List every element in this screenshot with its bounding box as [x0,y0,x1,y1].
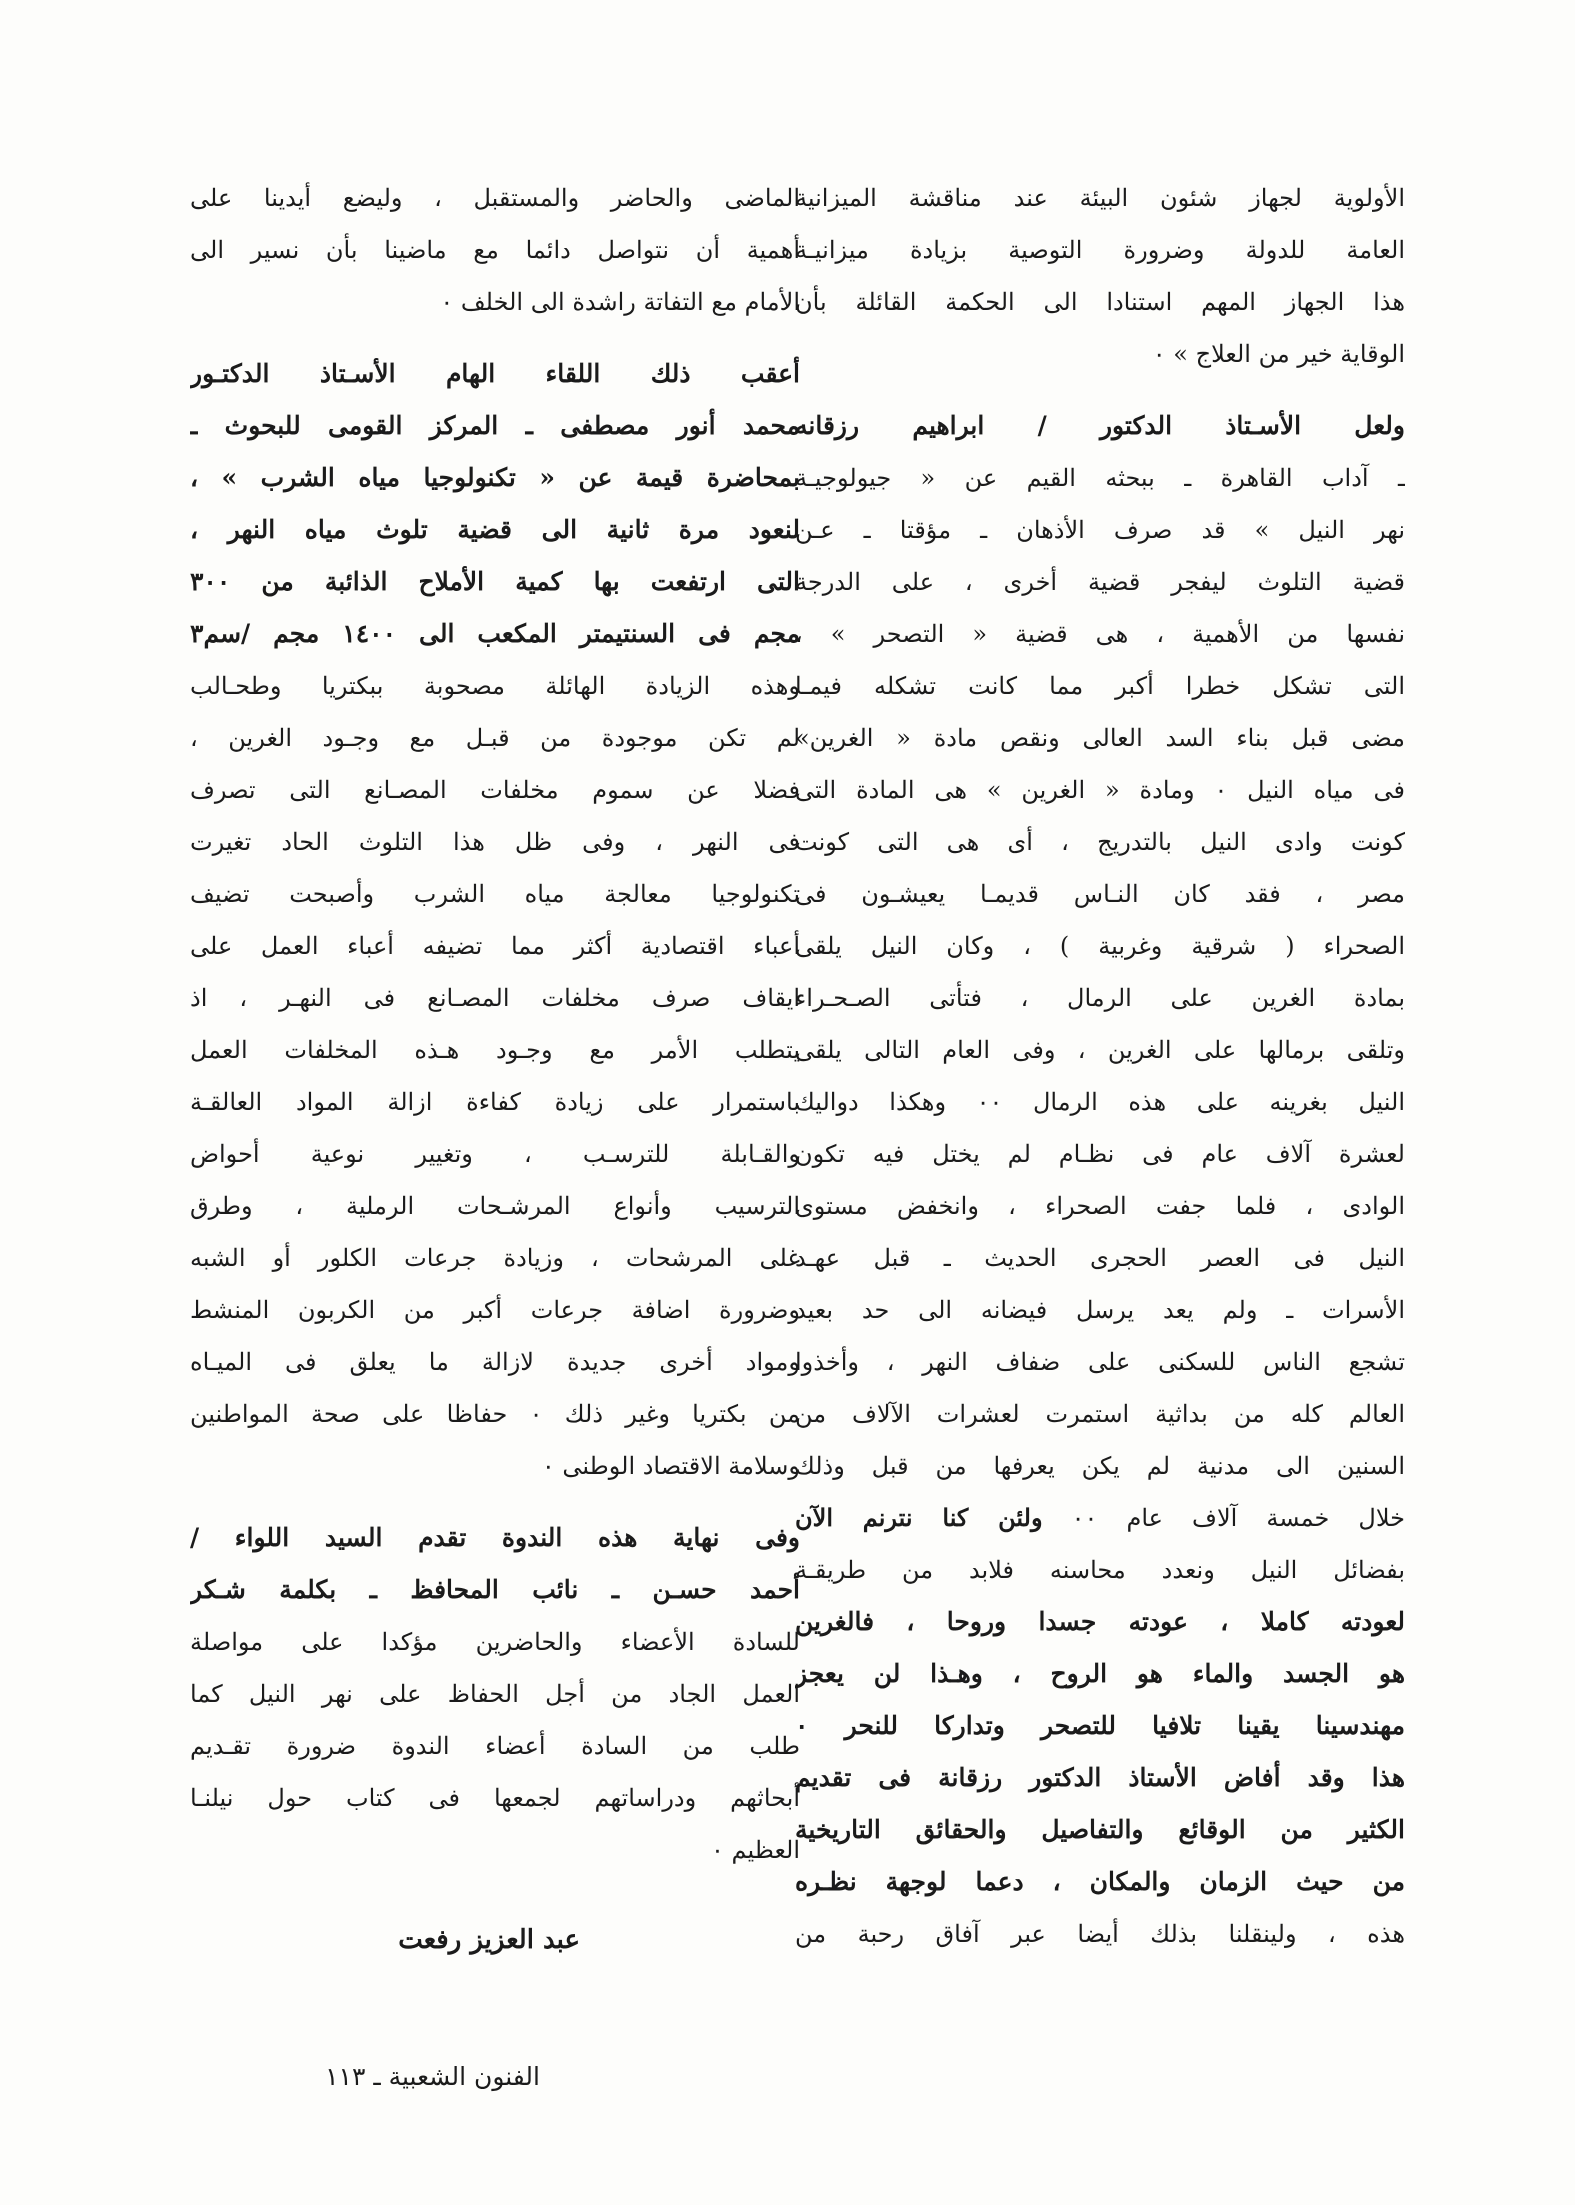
text-line: أبحاثهم ودراساتهم لجمعها فى كتاب حول نيلنـا [190,1784,800,1812]
right-column [795,172,1405,1960]
text-line: السنين الى مدنية لم يكن يعرفها من قبل وذلك [795,1452,1405,1480]
text-line: بمادة الغرين على الرمال ، فتأتى الصـحـراء [795,984,1405,1012]
text-line: هذا الجهاز المهم استنادا الى الحكمة القائلة بأن [795,288,1405,316]
text-line: والقـابلة للترسـب ، وتغيير نوعية أحواض [190,1140,800,1168]
text-line: وسلامة الاقتصاد الوطنى ٠ [541,1452,800,1480]
text-line: مصر ، فقد كان النـاس قديمـا يعيشـون فى [795,880,1405,908]
text-line-bold: من حيث الزمان والمكان ، دعما لوجهة نظـره [795,1867,1405,1896]
text-line: العامة للدولة وضرورة التوصية بزيادة ميزانيـة [795,236,1405,264]
paragraph-heading: ولعل الأسـتاذ الدكتور / ابراهيم رزقانه [795,411,1405,440]
author-signature: عبد العزيز رفعت [398,1925,580,1955]
text-line: مضى قبل بناء السد العالى ونقص مادة « الغرين» [795,724,1405,752]
text-line-bold: التى ارتفعت بها كمية الأملاح الذائبة من ٣٠٠ [190,567,800,596]
text-line: بفضائل النيل ونعدد محاسنه فلابد من طريقـة [795,1556,1405,1584]
text-line: الصحراء ( شرقية وغربية ) ، وكان النيل يلقى [795,932,1405,960]
text-line-bold: بمحاضرة قيمة عن « تكنولوجيا مياه الشرب » ، [190,463,800,492]
text-line-bold: مجم فى السنتيمتر المكعب الى ١٤٠٠ مجم /سم٣ [190,619,800,648]
text-line: فى مياه النيل ٠ ومادة « الغرين » هى المادة التى [795,776,1405,804]
text-line: قضية التلوث ليفجر قضية أخرى ، على الدرجة [795,568,1405,596]
text-line-bold: الكثير من الوقائع والتفاصيل والحقائق التاريخية [795,1815,1405,1844]
text-line: العالم كله من بداثية استمرت لعشرات الآلاف من [795,1400,1405,1428]
text-line: تكنولوجيا معالجة مياه الشرب وأصبحت تضيف [190,880,800,908]
text-line: العمل الجاد من أجل الحفاظ على نهر النيل كما [190,1680,800,1708]
text-line: ومواد أخرى جديدة لازالة ما يعلق فى الميـاه [190,1348,800,1376]
text-line: تشجع الناس للسكنى على ضفاف النهر ، وأخذوا [795,1348,1405,1376]
text-line: نفسها من الأهمية ، هى قضية « التصحر » ، [795,620,1405,648]
text-line-bold: مهندسينا يقينا تلافيا للتصحر وتداركا للنحر ٠ [795,1711,1405,1740]
left-column [190,172,800,1876]
text-line: باستمرار على زيادة كفاءة ازالة المواد العالقـة [190,1088,800,1116]
text-line: للسادة الأعضاء والحاضرين مؤكدا على مواصلة [190,1628,800,1656]
text-line: وضرورة اضافة جرعات أكبر من الكربون المنشط [190,1296,800,1324]
text-line: الأسرات ـ ولم يعد يرسل فيضانه الى حد بعيد [795,1296,1405,1324]
text-line: لم تكن موجودة من قبـل مع وجـود الغرين ، [190,724,800,752]
text-line-bold: هذا وقد أفاض الأستاذ الدكتور رزقانة فى تقديم [795,1763,1405,1792]
text-line-bold: وفى نهاية هذه الندوة تقدم السيد اللواء / [190,1523,800,1552]
text-segment-bold: ولئن كنا نترنم الآن [795,1503,1043,1532]
text-line: الترسيب وأنواع المرشـحات الرملية ، وطرق [190,1192,800,1220]
text-line: نهر النيل » قد صرف الأذهان ـ مؤقتا ـ عـن [795,516,1405,544]
text-line: الماضى والحاضر والمستقبل ، وليضع أيدينا على [190,184,800,212]
text-line: التى تشكل خطرا أكبر مما كانت تشكله فيمـا [795,672,1405,700]
text-line-bold: لعودته كاملا ، عودته جسدا وروحا ، فالغرين [795,1607,1405,1636]
text-line: الوادى ، فلما جفت الصحراء ، وانخفض مستوى [795,1192,1405,1220]
text-line: طلب من السادة أعضاء الندوة ضرورة تقـديم [190,1732,800,1760]
text-line: الوقاية خير من العلاج » ٠ [1152,340,1405,368]
page-footer: الفنون الشعبية ـ ١١٣ [325,2062,540,2091]
text-line: وهذه الزيادة الهائلة مصحوبة ببكتريا وطحـالب [190,672,800,700]
text-line: كونت وادى النيل بالتدريج ، أى هى التى كونت [795,828,1405,856]
text-segment: خلال خمسة آلاف عام ٠٠ [1042,1504,1405,1532]
text-line: هذه ، ولينقلنا بذلك أيضا عبر آفاق رحبة من [795,1920,1405,1948]
text-line: غلى المرشحات ، وزيادة جرعات الكلور أو الشبه [190,1244,800,1272]
text-line: الأمام مع التفاتة راشدة الى الخلف ٠ [440,288,800,316]
text-line: لعشرة آلاف عام فى نظـام لم يختل فيه تكون [795,1140,1405,1168]
text-line: أهمية أن نتواصل دائما مع ماضينا بأن نسير الى [190,236,800,264]
text-line: العظيم ٠ [711,1836,800,1864]
text-line-bold: أحمد حسـن ـ نائب المحافظ ـ بكلمة شـكر [190,1575,800,1604]
text-line-bold: هو الجسد والماء هو الروح ، وهـذا لن يعجز [795,1659,1405,1688]
text-line: من بكتريا وغير ذلك ٠ حفاظا على صحة المواطنين [190,1400,800,1428]
text-line: يتطلب الأمر مع وجـود هـذه المخلفات العمل [190,1036,800,1064]
text-line: ايقاف صرف مخلفات المصـانع فى النهـر ، اذ [190,984,800,1012]
text-line: أعباء اقتصادية أكثر مما تضيفه أعباء العمل على [190,932,800,960]
text-line: النيل فى العصر الحجرى الحديث ـ قبل عهـد [795,1244,1405,1272]
text-line: ـ آداب القاهرة ـ ببحثه القيم عن « جيولوجيـة [795,464,1405,492]
text-line: فى النهر ، وفى ظل هذا التلوث الحاد تغيرت [190,828,800,856]
text-line-bold: أعقب ذلك اللقاء الهام الأسـتاذ الدكتـور [190,359,800,388]
text-line-bold: لنعود مرة ثانية الى قضية تلوث مياه النهر ، [190,515,800,544]
text-line-mixed [795,1492,1405,1544]
text-line: النيل بغرينه على هذه الرمال ٠٠ وهكذا دواليك [795,1088,1405,1116]
text-line: الأولوية لجهاز شئون البيئة عند مناقشة الميزانية [795,184,1405,212]
text-line: فضلا عن سموم مخلفات المصـانع التى تصرف [190,776,800,804]
text-line-bold: محمد أنور مصطفى ـ المركز القومى للبحوث ـ [190,411,800,440]
text-line: وتلقى برمالها على الغرين ، وفى العام التالى يلقى [795,1036,1405,1064]
